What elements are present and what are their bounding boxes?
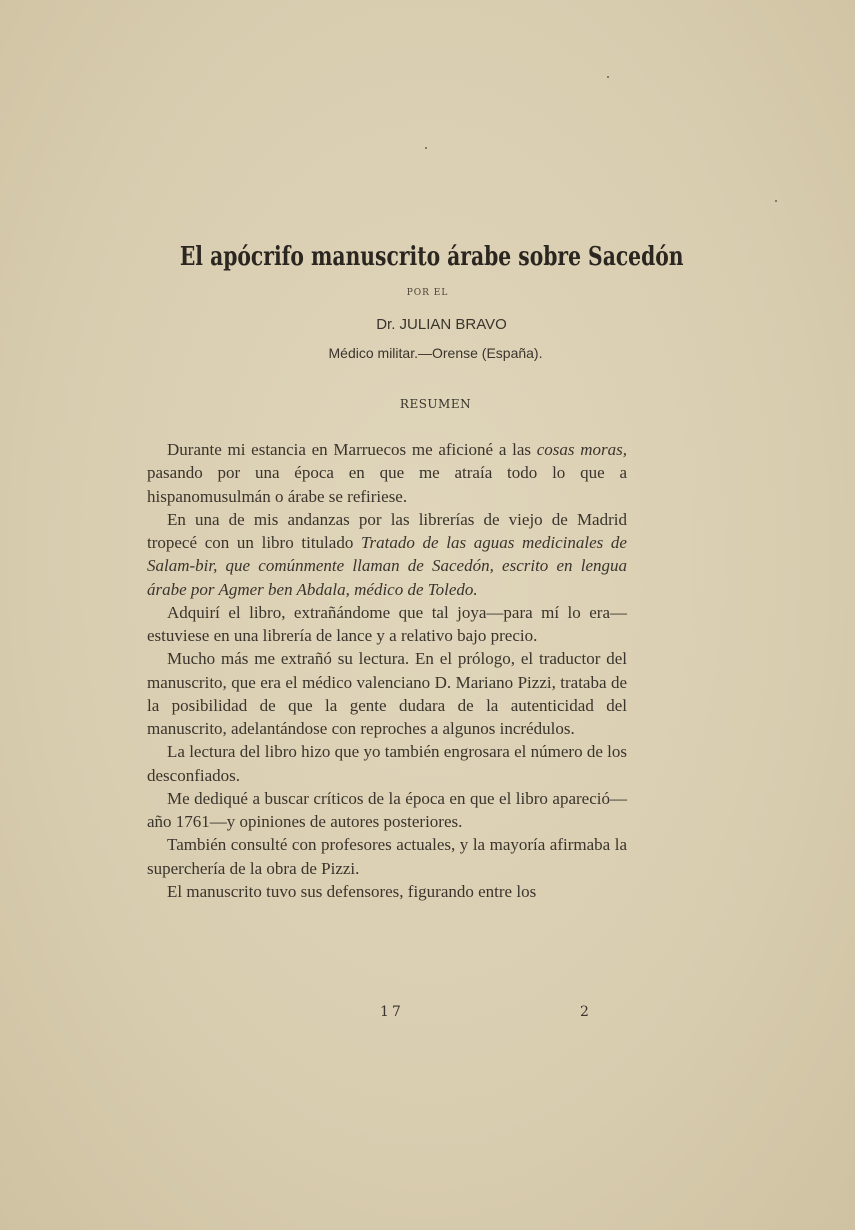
paper-speck bbox=[425, 147, 427, 149]
byline-por: POR EL bbox=[406, 288, 449, 298]
paragraph bbox=[147, 438, 627, 508]
paper-speck bbox=[775, 200, 777, 202]
printer-signature: 17 bbox=[380, 1004, 404, 1020]
paragraph-text: En una de mis andanzas por las librerías de viejo de Madrid tropecé con un libro titulado bbox=[147, 509, 627, 552]
paragraph: También consulté con profesores actuales, y la mayoría afirmaba la superchería de la obra de Pizzi. bbox=[147, 835, 627, 878]
body-text bbox=[147, 438, 627, 903]
paragraph: Me dediqué a buscar críticos de la época en que el libro apareció—año 1761—y opiniones de autores posteriores. bbox=[147, 788, 627, 831]
paper-speck bbox=[607, 76, 609, 78]
book-title-italic: Tratado de las aguas medicinales de Salam-bir, que comúnmente llaman de Sacedón, escrito en lengua árabe por Agmer ben Abdala, médico de Toledo. bbox=[147, 533, 627, 599]
author-affiliation: Médico militar.—Orense (España). bbox=[328, 345, 543, 361]
paragraph-text: pasando por una época en que me atraía todo lo que a hispanomusulmán o árabe se refiriese. bbox=[147, 463, 627, 506]
paragraph: Adquirí el libro, extrañándome que tal joya—para mí lo era—estuviese en una librería de lance y a relativo bajo precio. bbox=[147, 602, 627, 645]
paragraph-text: Durante mi estancia en Marruecos me aficioné a las bbox=[167, 440, 537, 459]
paragraph bbox=[147, 508, 627, 601]
paragraph: El manuscrito tuvo sus defensores, figurando entre los bbox=[167, 881, 537, 901]
paragraph: La lectura del libro hizo que yo también engrosara el número de los desconfiados. bbox=[147, 742, 627, 785]
section-heading: RESUMEN bbox=[399, 397, 472, 411]
page-number: 2 bbox=[580, 1004, 589, 1020]
article-title: El apócrifo manuscrito árabe sobre Sacedón bbox=[179, 242, 684, 272]
paragraph: Mucho más me extrañó su lectura. En el prólogo, el traductor del manuscrito, que era el médico valenciano D. Mariano Pizzi, trataba de la posibilidad de que la gente dudara de la autenticidad del manuscrito, adelantándose con reproches a algunos incrédulos. bbox=[147, 649, 627, 738]
paragraph-italic-text: cosas moras, bbox=[536, 440, 627, 459]
author-name: Dr. JULIAN BRAVO bbox=[376, 316, 507, 333]
